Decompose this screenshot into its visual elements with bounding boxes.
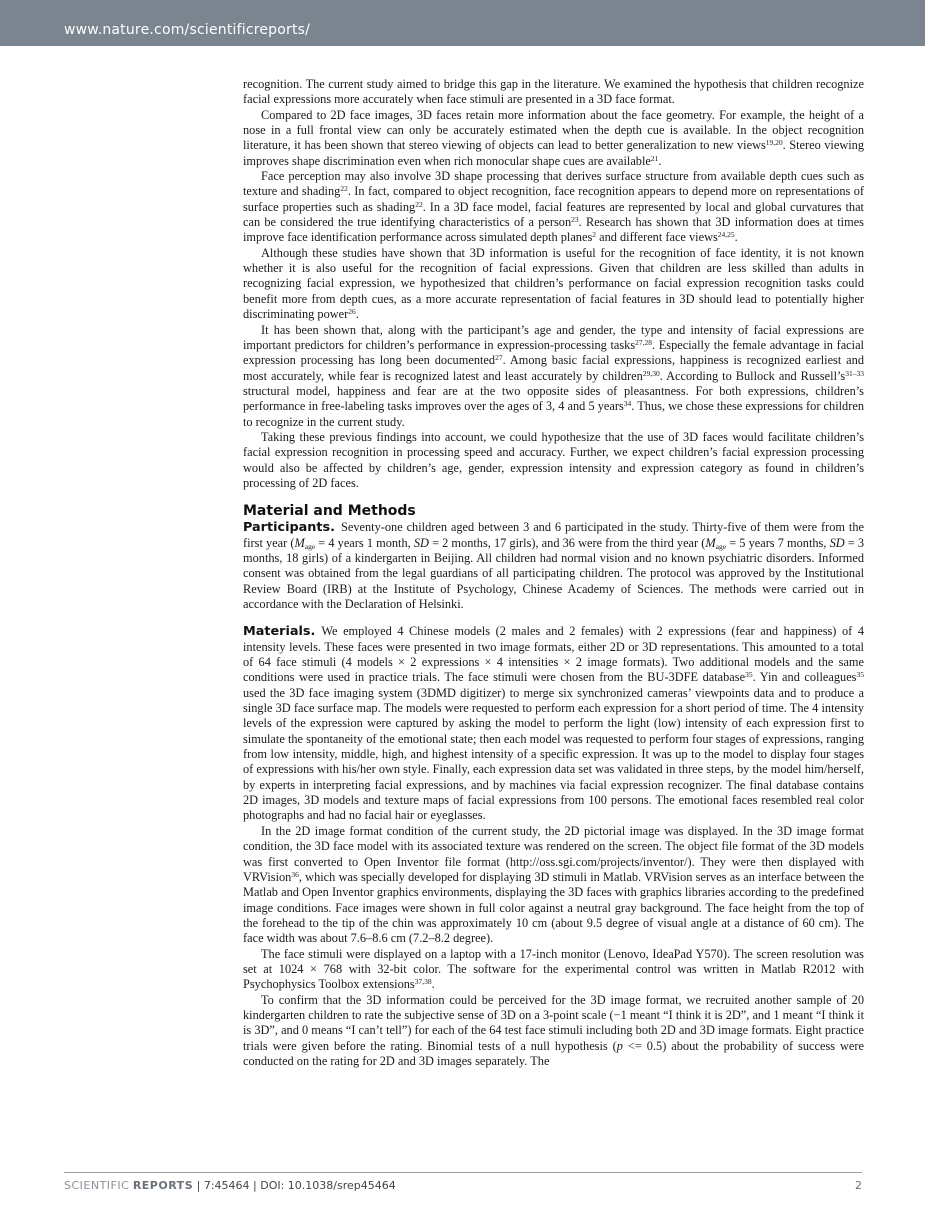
paragraph-display [243, 947, 864, 993]
article-body [243, 77, 864, 1069]
text: In the 2D image format condition of the current study, the 2D pictorial image was displayed. In the 3D image format condition, the 3D face model with its associated texture was rendered on the screen. The object file format of the 3D models was first converted to Open Inventor file format (http://oss.sgi.com/projects/inventor/). They were then displayed with VRVision [243, 823, 864, 884]
text: Although these studies have shown that 3D information is useful for the recognition of face identity, it is not known whether it is also useful for the recognition of facial expressions. Given that children are less skilled than adults in recognizing facial expression, we hypothesized that children’s performance on facial expression recognition tasks could benefit more from depth cues, as a more accurate representation of facial features in 3D should lead to potentially higher discriminating power [243, 245, 864, 322]
text: M [705, 535, 716, 550]
paragraph-3d-rating [243, 993, 864, 1070]
text: structural model, happiness and fear are at the two opposite sides of pleasantness. For both expressions, children’s performance in free-labeling tasks improves over the ages of 3, 4 and 5 years [243, 383, 864, 414]
journal-url[interactable]: www.nature.com/scientificreports/ [64, 22, 311, 38]
text: recognition. The current study aimed to bridge this gap in the literature. We examined the hypothesis that children recognize facial expressions more accurately when face stimuli are presented in a 3D face format. [243, 77, 864, 107]
citation[interactable]: 22 [415, 199, 423, 209]
text: Face perception may also involve 3D shape processing that derives surface structure from available depth cues such as texture and shading [243, 169, 864, 199]
text: p [616, 1038, 623, 1053]
paragraph-summary [243, 430, 864, 491]
citation[interactable]: 37,38 [414, 977, 432, 987]
text: M [294, 535, 305, 550]
paragraph-participants [243, 520, 864, 612]
text: . Especially the female advantage in facial expression processing has long been documented [243, 337, 864, 368]
citation[interactable]: 27,28 [635, 337, 653, 347]
text: = 2 months, 17 girls), and 36 were from the third year ( [428, 535, 706, 550]
text: . [658, 153, 662, 168]
citation[interactable]: 35 [856, 670, 864, 680]
text: Compared to 2D face images, 3D faces retain more information about the face geometry. For example, the height of a nose in a full frontal view can only be accurately estimated when the depth cue is available. In the object recognition literature, it has been shown that stereo viewing of objects can lead to better generalization to new views [243, 107, 864, 153]
text: <= 0.5) about the probability of success were conducted on the rating for 2D and 3D images separately. The [243, 1038, 864, 1068]
text: We employed 4 Chinese models (2 males and 2 females) with 2 expressions (fear and happiness) of 4 intensity levels. These faces were presented in two image formats, either 2D or 3D representations. This amounted to a total of 64 face stimuli (4 models × 2 expressions × 4 intensities × 2 image formats). Two additional models and the same conditions were used in practice trials. The face stimuli were chosen from the BU-3DFE database [243, 624, 864, 685]
citation[interactable]: 26 [348, 307, 356, 317]
text: . Stereo viewing improves shape discrimination even when rich monocular shape cues are available [243, 138, 865, 168]
text: SD [413, 535, 429, 550]
text: It has been shown that, along with the participant’s age and gender, the type and intensity of facial expressions are important predictors for children’s performance in expression-processing tasks [243, 322, 864, 352]
text: , which was specially developed for displaying 3D stimuli in Matlab. VRVision serves as an interface between the Matlab and Open Inventor graphics environments, displaying the 3D faces with graphics libraries according to the predefined image conditions. Face images were shown in full color against a neutral gray background. The face height from the top of the forehead to the tip of the chin was approximately 10 cm (about 9.5 degree of visual angle at a distance of 60 cm). The face width was about 7.6–8.6 cm (7.2–8.2 degree). [243, 869, 864, 946]
citation[interactable]: 21 [650, 153, 659, 163]
text: . Yin and colleagues [752, 670, 857, 685]
text: = 3 months, 18 girls) of a kindergarten in Beijing. All children had normal vision and no known psychiatric disorders. Informed consent was obtained from the legal guardians of all participating children. The protocol was approved by the Institutional Review Board (IRB) at the Institute of Psychology, Chinese Academy of Sciences. The methods were carried out in accordance with the Declaration of Helsinki. [243, 535, 865, 611]
paragraph-image-format [243, 824, 864, 947]
paragraph-shape-processing [243, 169, 864, 246]
citation[interactable]: 24,25 [717, 230, 735, 240]
section-heading: Material and Methods [243, 503, 416, 520]
text: used the 3D face imaging system (3DMD digitizer) to merge six synchronized cameras’ viewpoints data and to produce a single 3D face surface map. The models were requested to perform each expression for a short period of time. The 4 intensity levels of the expression were captured by asking the model to perform the light (low) intensity of each expression first to simulate the spontaneity of the emotional state; then each model was requested to perform four stages of expressions, ranging from low intensity, middle, high, and highest intensity of a specific expression. It was up to the model to display four stages of expressions with his/her own style. Finally, each expression data set was validated in three steps, by the model him/herself, by experts in interpreting facial expressions, and by machines via facial expression recognizer. The final database contains 2D images, 3D models and texture maps of facial expressions from 100 persons. The emotional faces resembled real color photographs and had no facial hair or eyeglasses. [243, 685, 864, 823]
text: . According to Bullock and Russell’s [659, 368, 846, 383]
text: age [715, 541, 727, 551]
subsection-heading: Participants. [243, 520, 335, 536]
text: age [304, 541, 316, 551]
text: . In a 3D face model, facial features are represented by local and global curvatures that can be considered the true identifying characteristics of a person [243, 199, 864, 230]
text: . [431, 977, 435, 992]
footer-citation [64, 1179, 396, 1192]
text: . In fact, compared to object recognition, face recognition appears to depend more on representations of surface properties such as shading [243, 184, 864, 214]
journal-name-light: SCIENTIFIC [64, 1179, 130, 1192]
spacer [243, 612, 864, 624]
citation[interactable]: 2 [592, 230, 597, 240]
text: . [734, 230, 738, 245]
page-number: 2 [855, 1179, 862, 1192]
paragraph-materials [243, 624, 864, 823]
citation[interactable]: 22 [340, 184, 348, 194]
citation[interactable]: 31–33 [845, 368, 864, 378]
text: SD [829, 535, 845, 550]
text: . Among basic facial expressions, happiness is recognized earliest and most accurately, while fear is recognized latest and least accurately by children [243, 353, 864, 383]
text: To confirm that the 3D information could be perceived for the 3D image format, we recruited another sample of 20 kindergarten children to rate the subjective sense of 3D on a 3-point scale (−1 meant “I think it is 2D”, and 1 meant “I think it is 3D”, and 0 means “I can’t tell”) for each of the 64 test face stimuli including both 2D and 3D image formats. Eight practice trials were given before the rating. Binomial tests of a null hypothesis ( [243, 992, 864, 1053]
citation[interactable]: 36 [291, 869, 299, 879]
text: . Research has shown that 3D information does at times improve face identification performance across simulated depth planes [243, 215, 864, 245]
paragraph-predictors [243, 323, 864, 430]
citation[interactable]: 34 [623, 399, 632, 409]
citation[interactable]: 23 [571, 215, 579, 225]
paragraph-intro-end [243, 77, 864, 108]
citation[interactable]: 19,20 [765, 138, 783, 148]
subsection-heading: Materials. [243, 624, 316, 640]
text: . [355, 307, 359, 322]
citation[interactable]: 35 [745, 670, 753, 680]
paragraph-hypothesis [243, 246, 864, 323]
citation[interactable]: 27 [495, 353, 503, 363]
text: = 5 years 7 months, [726, 535, 830, 550]
text: . Thus, we chose these expressions for children to recognize in the current study. [243, 399, 864, 429]
text: = 4 years 1 month, [315, 535, 414, 550]
text: Taking these previous findings into account, we could hypothesize that the use of 3D faces would facilitate children’s facial expression recognition in processing speed and accuracy. Further, we expect children’s facial expression processing would also be affected by children’s age, gender, expression intensity and expression category as found in children’s processing of 2D faces. [243, 429, 864, 490]
text: Seventy-one children aged between 3 and 6 participated in the study. Thirty-five of them were from the first year ( [243, 520, 864, 550]
doi-citation[interactable]: | 7:45464 | DOI: 10.1038/srep45464 [193, 1179, 396, 1192]
text: and different face views [596, 230, 718, 245]
paragraph-2d-vs-3d [243, 108, 864, 169]
footer-divider [64, 1172, 862, 1173]
citation[interactable]: 29,30 [642, 368, 660, 378]
journal-name-bold: REPORTS [132, 1179, 194, 1192]
text: The face stimuli were displayed on a laptop with a 17-inch monitor (Lenovo, IdeaPad Y570). The screen resolution was set at 1024 × 768 with 32-bit color. The software for the experimental control was written in Matlab R2012 with Psychophysics Toolbox extensions [243, 946, 864, 992]
